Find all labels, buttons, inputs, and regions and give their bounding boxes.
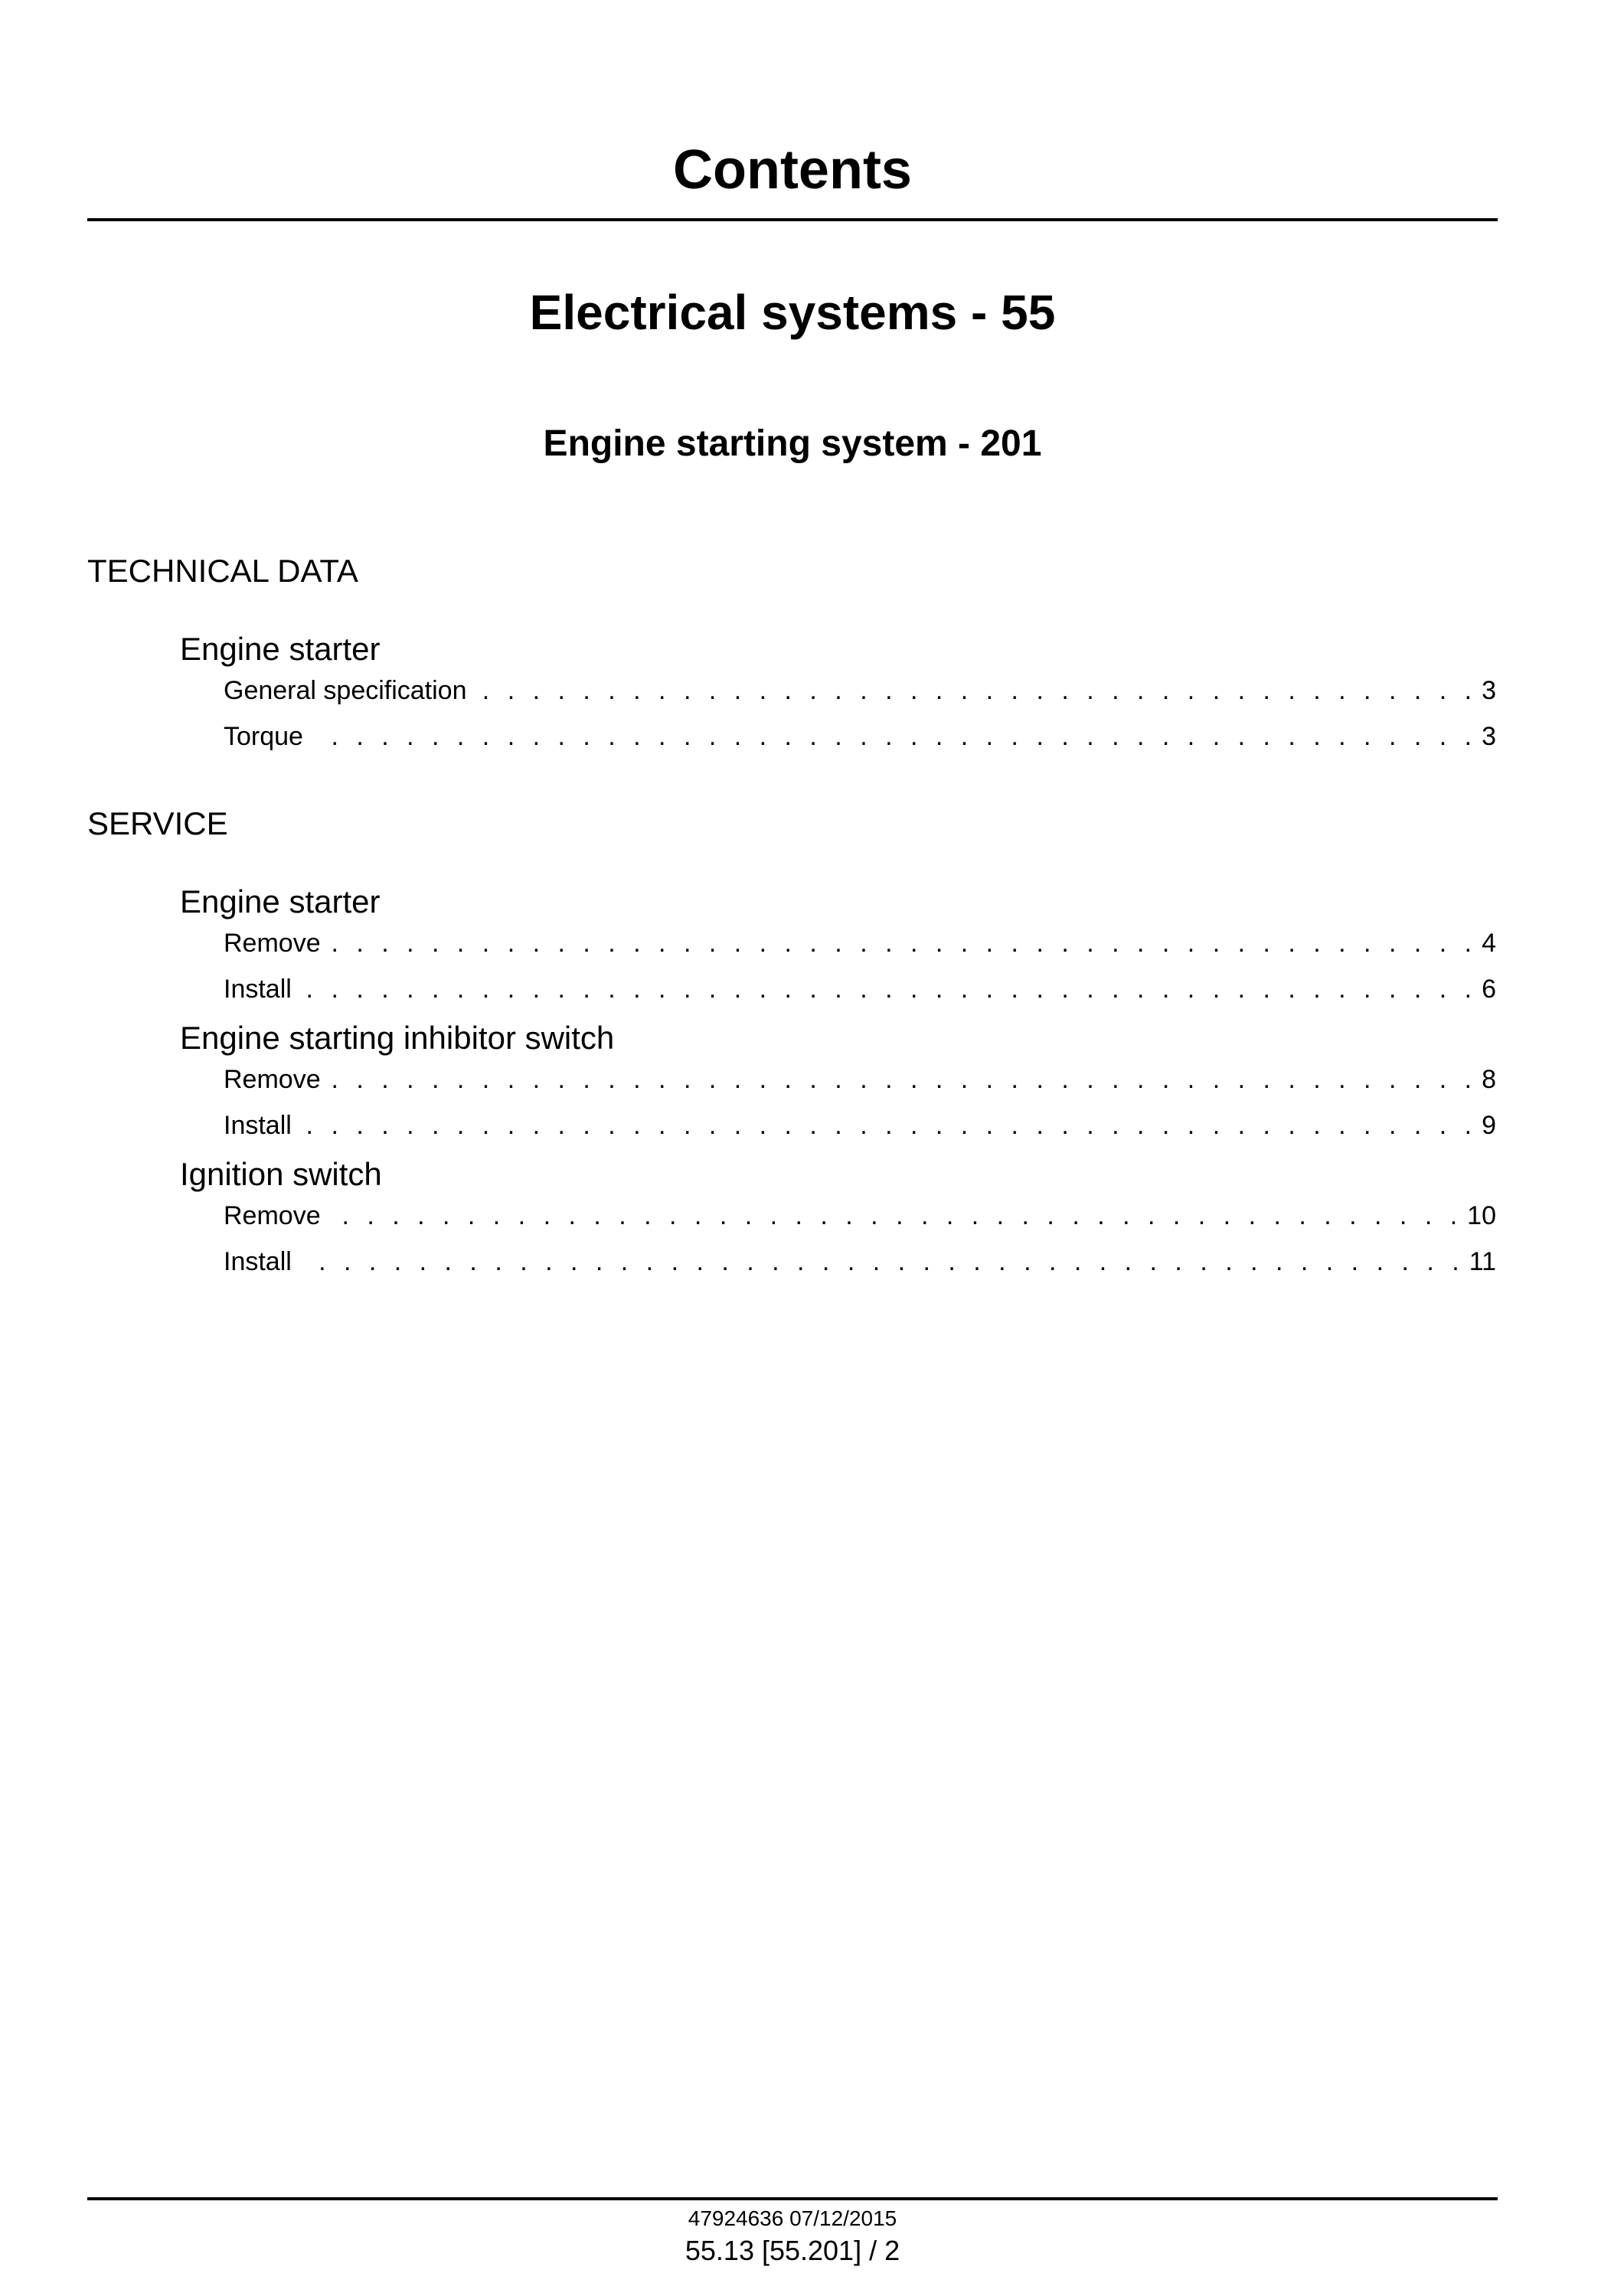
page-title: Contents: [673, 139, 912, 201]
toc-entry-inhibitor-switch-remove[interactable]: [224, 1063, 1496, 1096]
toc-entry-label: General specification: [224, 676, 467, 705]
toc-group-engine-starter: Engine starter: [180, 631, 381, 667]
toc-entry-general-specification[interactable]: [224, 674, 1496, 707]
chapter-title: Electrical systems - 55: [529, 285, 1056, 340]
toc-group-engine-starter: Engine starter: [180, 883, 381, 919]
toc-entry-ignition-switch-install[interactable]: [224, 1245, 1496, 1279]
dot-leader: [330, 1199, 1463, 1233]
toc-entry-inhibitor-switch-install[interactable]: [224, 1109, 1496, 1142]
toc-entry-label: Remove: [224, 1201, 321, 1230]
toc-entry-label: Remove: [224, 1065, 321, 1094]
header-divider: [87, 218, 1498, 221]
toc-entry-engine-starter-remove[interactable]: [224, 926, 1496, 960]
toc-entry-label: Torque: [224, 722, 303, 751]
toc-entry-label: Install: [224, 975, 292, 1004]
toc-entry-label: Install: [224, 1111, 292, 1140]
toc-entry-page-number: 10: [1467, 1201, 1496, 1230]
dot-leader: [312, 720, 1477, 753]
toc-category-technical-data: TECHNICAL DATA: [87, 553, 358, 589]
toc-entry-page-number: 4: [1482, 929, 1496, 958]
toc-entry-page-number: 6: [1482, 975, 1496, 1004]
toc-entry-label: Install: [224, 1247, 292, 1276]
footer-divider: [87, 2197, 1498, 2200]
section-title: Engine starting system - 201: [543, 423, 1042, 464]
dot-leader: [301, 1245, 1465, 1279]
toc-entry-ignition-switch-remove[interactable]: [224, 1199, 1496, 1233]
toc-entry-page-number: 3: [1482, 676, 1496, 705]
dot-leader: [301, 972, 1477, 1006]
toc-group-engine-starting-inhibitor-switch: Engine starting inhibitor switch: [180, 1020, 615, 1056]
dot-leader: [301, 1109, 1477, 1142]
dot-leader: [476, 674, 1478, 707]
footer-page-reference: 55.13 [55.201] / 2: [685, 2235, 900, 2266]
toc-entry-label: Remove: [224, 929, 321, 958]
toc-entry-page-number: 8: [1482, 1065, 1496, 1094]
footer-document-id: 47924636 07/12/2015: [688, 2206, 897, 2230]
dot-leader: [330, 926, 1477, 960]
toc-entry-page-number: 11: [1469, 1247, 1496, 1276]
toc-entry-page-number: 3: [1482, 722, 1496, 751]
toc-group-ignition-switch: Ignition switch: [180, 1156, 382, 1192]
toc-entry-torque[interactable]: [224, 720, 1496, 753]
toc-entry-engine-starter-install[interactable]: [224, 972, 1496, 1006]
toc-category-service: SERVICE: [87, 805, 228, 841]
dot-leader: [330, 1063, 1477, 1096]
toc-entry-page-number: 9: [1482, 1111, 1496, 1140]
